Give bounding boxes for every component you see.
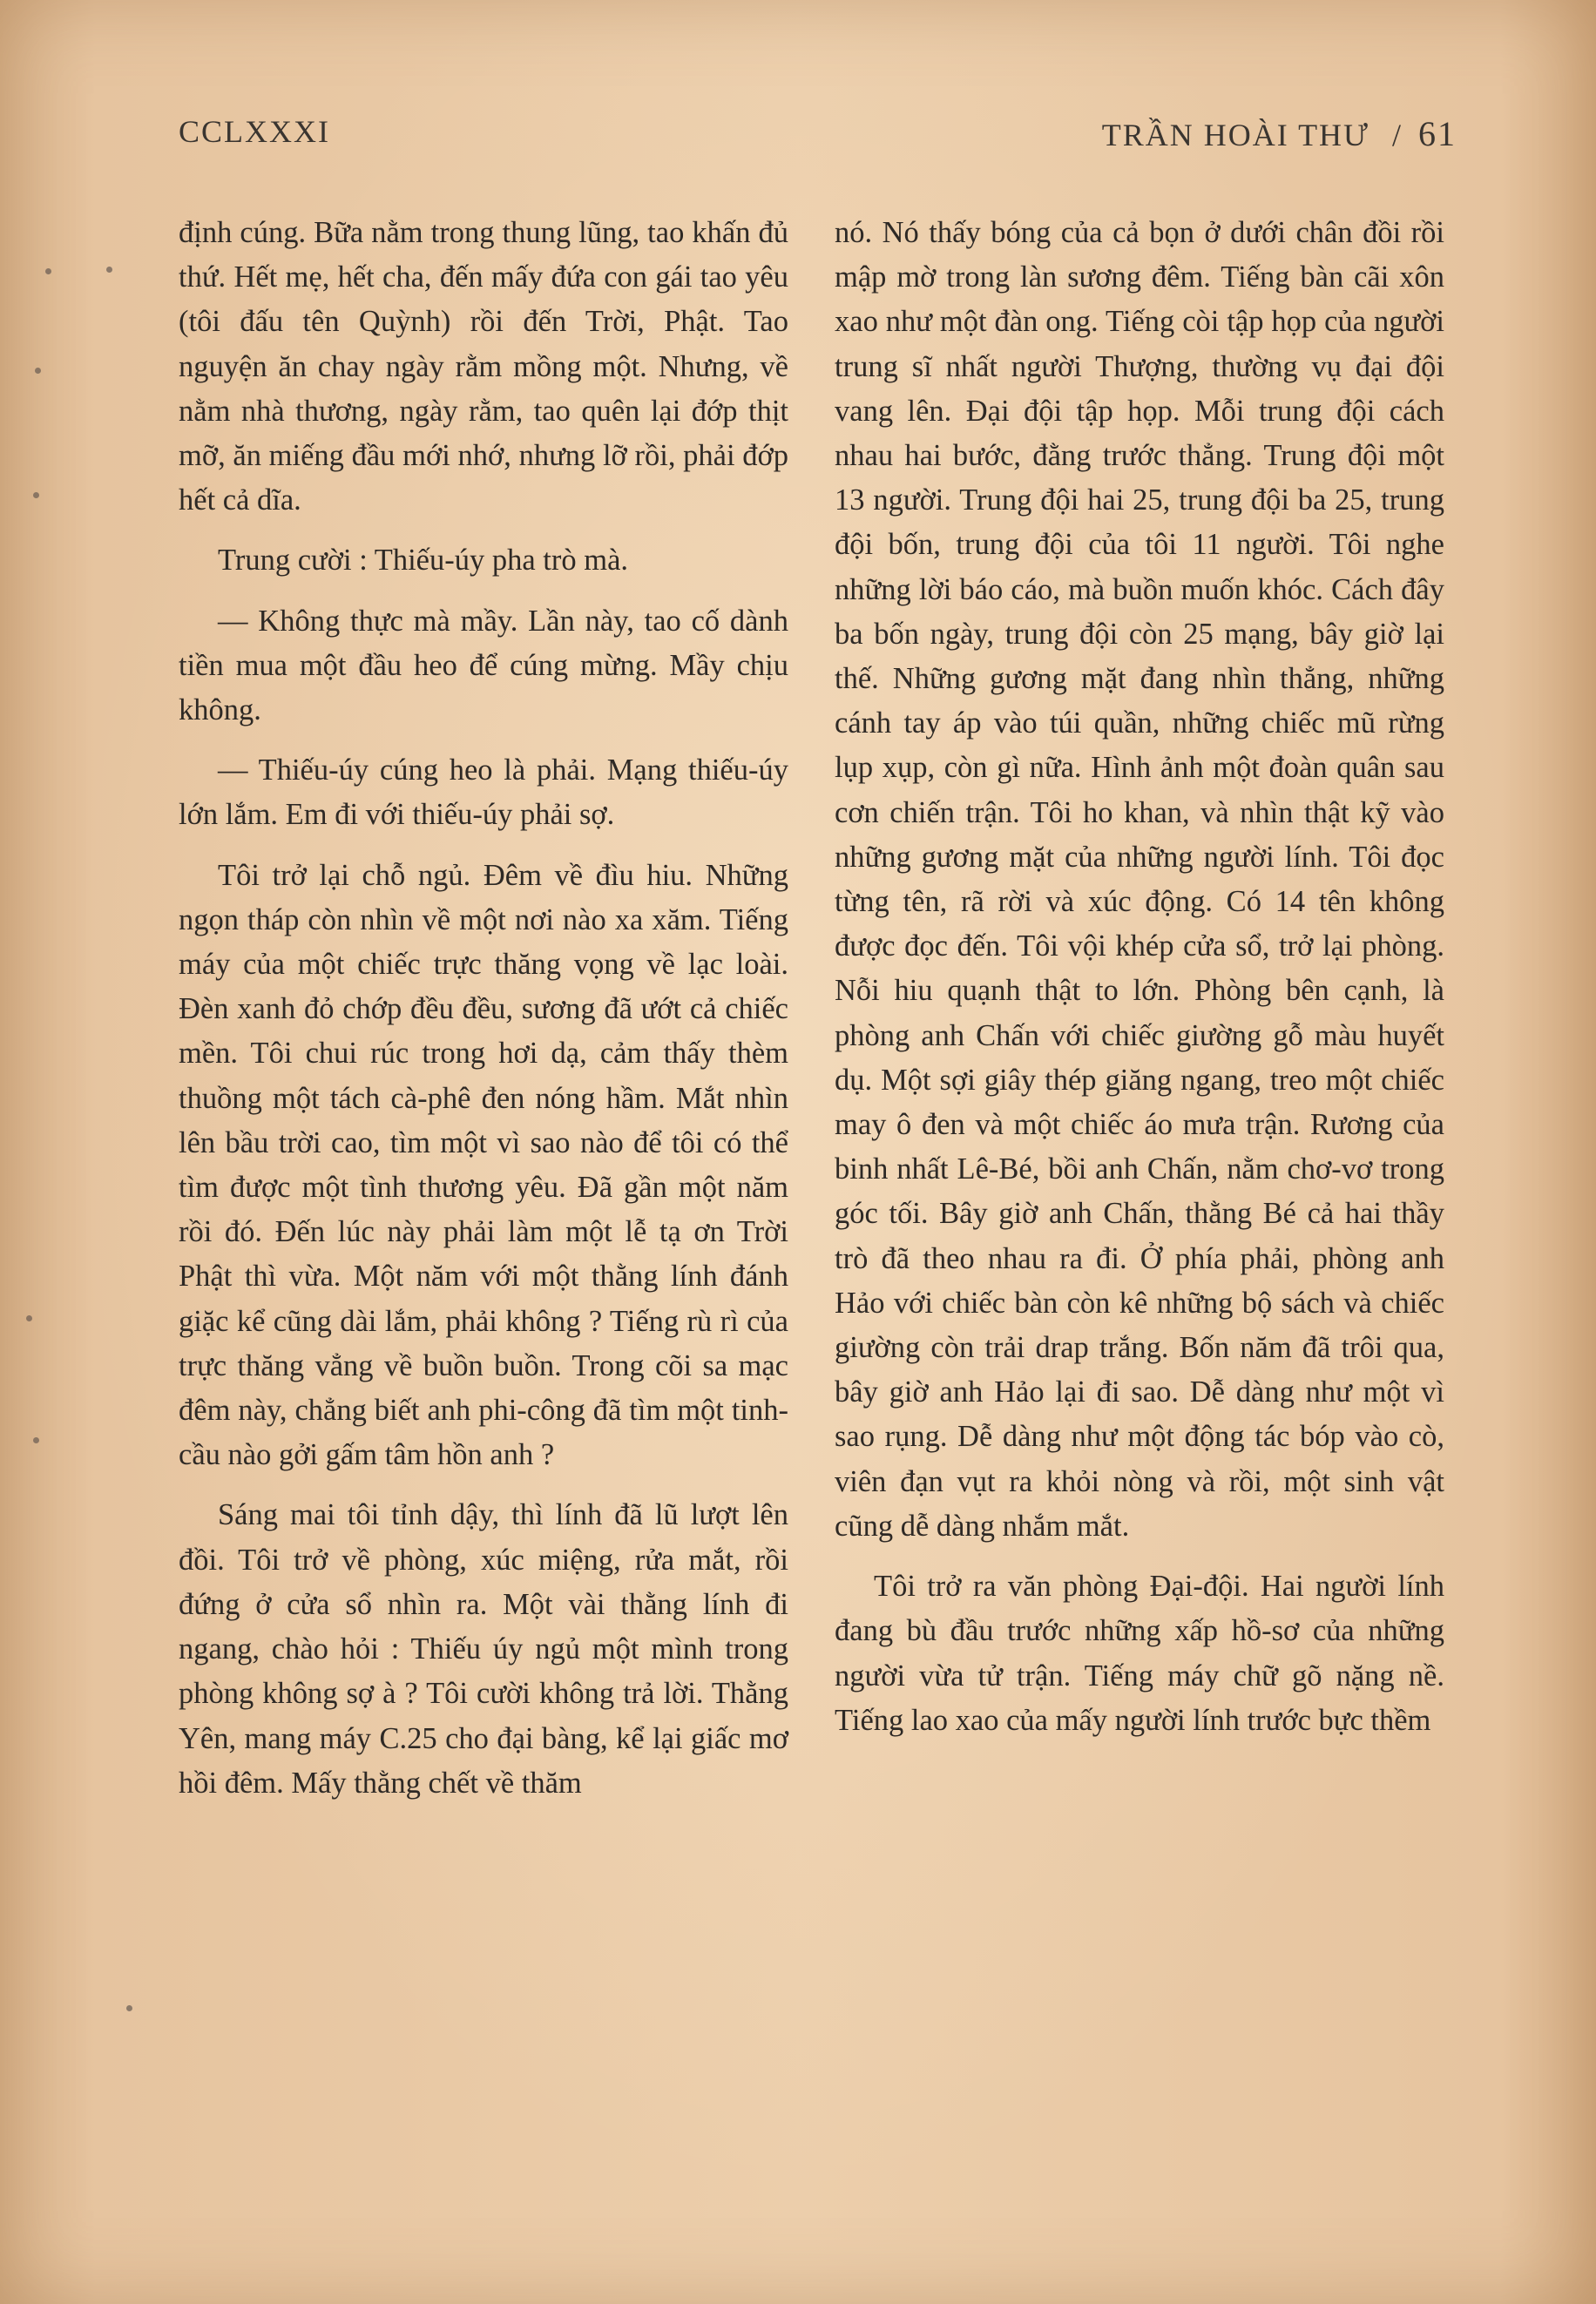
text-column-left — [179, 211, 788, 1821]
paragraph: Trung cười : Thiếu-úy pha trò mà. — [218, 544, 629, 578]
paragraph: — Thiếu-úy cúng heo là phải. Mạng thiếu-úy lớn lắm. Em đi với thiếu-úy phải sợ. — [179, 753, 788, 832]
text-column-right — [835, 211, 1444, 1759]
paragraph: Tôi trở lại chỗ ngủ. Đêm về đìu hiu. Những ngọn tháp còn nhìn về một nơi nào xa xăm. Tiếng máy của một chiếc trực thăng vọng về lạc loài. Đèn xanh đỏ chớp đều đều, sương đã ướt cả chiếc mền. Tôi chui rúc trong hơi dạ, cảm thấy thèm thuồng một tách cà-phê đen nóng hầm. Mắt nhìn lên bầu trời cao, tìm một vì sao nào để tôi có thể tìm được một tình thương yêu. Đã gần một năm rồi đó. Đến lúc này phải làm một lễ tạ ơn Trời Phật thì vừa. Một năm với một thằng lính đánh giặc kể cũng dài lắm, phải không ? Tiếng rù rì của trực thăng vẳng về buồn buồn. Trong cõi sa mạc đêm này, chẳng biết anh phi-công đã tìm một tinh-cầu nào gởi gấm tâm hồn anh ? — [179, 858, 788, 1472]
paragraph: định cúng. Bữa nằm trong thung lũng, tao khấn đủ thứ. Hết mẹ, hết cha, đến mấy đứa con gái tao yêu (tôi đấu tên Quỳnh) rồi đến Trời, Phật. Tao nguyện ăn chay ngày rằm mồng một. Nhưng, về nằm nhà thương, ngày rằm, tao quên lại đớp thịt mỡ, ăn miếng đầu mới nhớ, nhưng lỡ rồi, phải đớp hết cả dĩa. — [179, 216, 788, 517]
speck — [35, 368, 41, 374]
issue-number: CCLXXXI — [179, 114, 330, 149]
speck — [33, 1437, 39, 1443]
speck — [33, 492, 39, 498]
page-number: 61 — [1418, 114, 1457, 153]
paragraph: — Không thực mà mầy. Lần này, tao cố dành tiền mua một đầu heo để cúng mừng. Mầy chịu không. — [179, 604, 788, 727]
header-right — [1102, 113, 1457, 154]
speck — [126, 2005, 132, 2011]
running-header — [179, 113, 1457, 157]
header-separator: / — [1391, 118, 1403, 152]
paragraph: Tôi trở ra văn phòng Đại-đội. Hai người lính đang bù đầu trước những xấp hồ-sơ của những người vừa tử trận. Tiếng máy chữ gõ nặng nề. Tiếng lao xao của mấy người lính trước bực thềm — [835, 1570, 1444, 1737]
paragraph: nó. Nó thấy bóng của cả bọn ở dưới chân đồi rồi mập mờ trong làn sương đêm. Tiếng bàn cãi xôn xao như một đàn ong. Tiếng còi tập họp của người trung sĩ nhất người Thượng, thường vụ đại đội vang lên. Đại đội tập họp. Mỗi trung đội cách nhau hai bước, đằng trước thẳng. Trung đội một 13 người. Trung đội hai 25, trung đội ba 25, trung đội bốn, trung đội của tôi 11 người. Tôi nghe những lời báo cáo, mà buồn muốn khóc. Cách đây ba bốn ngày, trung đội còn 25 mạng, bây giờ lại thế. Những gương mặt đang nhìn thẳng, những cánh tay áp vào túi quần, những chiếc mũ rừng lụp xụp, còn gì nữa. Hình ảnh một đoàn quân sau cơn chiến trận. Tôi ho khan, và nhìn thật kỹ vào những gương mặt của những người lính. Tôi đọc từng tên, rã rời và xúc động. Có 14 tên không được đọc đến. Tôi vội khép cửa sổ, trở lại phòng. Nỗi hiu quạnh thật to lớn. Phòng bên cạnh, là phòng anh Chấn với chiếc giường gỗ màu huyết dụ. Một sợi giây thép giăng ngang, treo một chiếc may ô đen và một chiếc áo mưa trận. Rương của binh nhất Lê-Bé, bồi anh Chấn, nằm chơ-vơ trong góc tối. Bây giờ anh Chấn, thằng Bé cả hai thầy trò đã theo nhau ra đi. Ở phía phải, phòng anh Hảo với chiếc bàn còn kê những bộ sách và chiếc giường còn trải drap trắng. Bốn năm đã trôi qua, bây giờ anh Hảo lại đi sao. Dễ dàng như một vì sao rụng. Dễ dàng như một động tác bóp vào cò, viên đạn vụt ra khỏi nòng và rồi, một sinh vật cũng dễ dàng nhắm mắt. — [835, 216, 1444, 1543]
speck — [26, 1315, 32, 1321]
author-name: TRẦN HOÀI THƯ — [1101, 118, 1369, 152]
paragraph: Sáng mai tôi tỉnh dậy, thì lính đã lũ lượt lên đồi. Tôi trở về phòng, xúc miệng, rửa mắt, rồi đứng ở cửa sổ nhìn ra. Một vài thằng lính đi ngang, chào hỏi : Thiếu úy ngủ một mình trong phòng không sợ à ? Tôi cười không trả lời. Thằng Yên, mang máy C.25 cho đại bàng, kể lại giấc mơ hồi đêm. Mấy thằng chết về thăm — [179, 1498, 788, 1800]
speck — [45, 268, 51, 274]
speck — [106, 267, 112, 273]
